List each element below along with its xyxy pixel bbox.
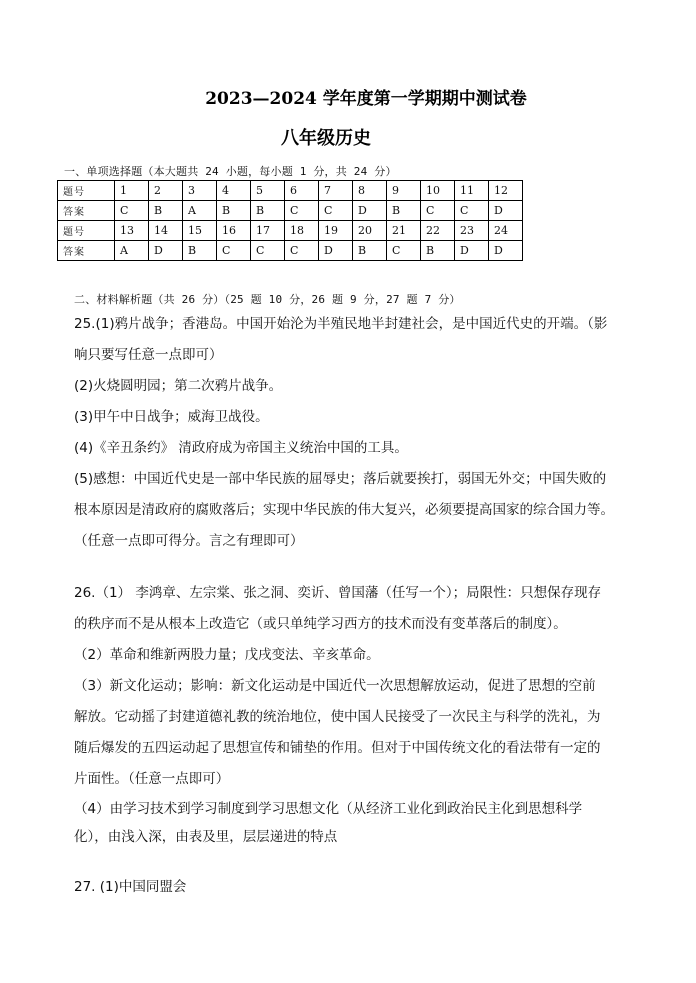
table-cell: C bbox=[285, 241, 319, 261]
table-cell: 10 bbox=[421, 181, 455, 201]
table-cell: C bbox=[319, 201, 353, 221]
answer-line: （4）由学习技术到学习制度到学习思想文化（从经济工业化到政治民主化到思想科学 bbox=[74, 801, 583, 817]
answer-line: (3)甲午中日战争；威海卫战役。 bbox=[74, 409, 269, 425]
table-cell: 9 bbox=[387, 181, 421, 201]
table-cell: B bbox=[353, 241, 387, 261]
question-27-answer bbox=[74, 872, 664, 903]
table-cell: 14 bbox=[149, 221, 183, 241]
table-cell: C bbox=[115, 201, 149, 221]
answer-line: 随后爆发的五四运动起了思想宣传和铺垫的作用。但对于中国传统文化的看法带有一定的 bbox=[74, 740, 601, 756]
table-cell: 7 bbox=[319, 181, 353, 201]
table-cell: C bbox=[455, 201, 489, 221]
exam-subtitle: 八年级历史 bbox=[281, 128, 371, 149]
table-cell: 3 bbox=[183, 181, 217, 201]
table-cell: 11 bbox=[455, 181, 489, 201]
table-cell: D bbox=[455, 241, 489, 261]
table-cell: 13 bbox=[115, 221, 149, 241]
table-cell: C bbox=[387, 241, 421, 261]
answer-line: 响只要写任意一点即可） bbox=[74, 347, 223, 363]
answer-line: 片面性。（任意一点即可） bbox=[74, 771, 230, 787]
exam-title: 2023—2024 学年度第一学期期中测试卷 bbox=[205, 89, 527, 109]
table-cell: 15 bbox=[183, 221, 217, 241]
section2-heading: 二、材料解析题（共 26 分）（25 题 10 分，26 题 9 分，27 题 7 分） bbox=[74, 293, 461, 306]
table-cell: 22 bbox=[421, 221, 455, 241]
table-cell: 18 bbox=[285, 221, 319, 241]
table-cell: 2 bbox=[149, 181, 183, 201]
table-cell: 21 bbox=[387, 221, 421, 241]
answer-line: （2）革命和维新两股力量；戊戌变法、辛亥革命。 bbox=[74, 647, 380, 663]
table-cell: 5 bbox=[251, 181, 285, 201]
question-26-answer bbox=[74, 578, 664, 851]
table-cell: D bbox=[353, 201, 387, 221]
table-cell: D bbox=[489, 201, 523, 221]
row-label: 题号 bbox=[58, 221, 115, 241]
section1-heading: 一、单项选择题（本大题共 24 小题，每小题 1 分，共 24 分） bbox=[64, 165, 397, 178]
answer-line: 27. (1)中国同盟会 bbox=[74, 879, 187, 895]
table-row bbox=[58, 181, 523, 201]
row-label: 题号 bbox=[58, 181, 115, 201]
table-cell: C bbox=[421, 201, 455, 221]
table-cell: 24 bbox=[489, 221, 523, 241]
table-cell: A bbox=[183, 201, 217, 221]
table-row bbox=[58, 201, 523, 221]
table-cell: 19 bbox=[319, 221, 353, 241]
table-cell: B bbox=[387, 201, 421, 221]
table-cell: C bbox=[285, 201, 319, 221]
answer-line: 根本原因是清政府的腐败落后；实现中华民族的伟大复兴，必须要提高国家的综合国力等。 bbox=[74, 502, 614, 518]
table-cell: A bbox=[115, 241, 149, 261]
answer-line: (5)感想：中国近代史是一部中华民族的屈辱史；落后就要挨打，弱国无外交；中国失败的 bbox=[74, 471, 607, 487]
answer-line: (4)《辛丑条约》 清政府成为帝国主义统治中国的工具。 bbox=[74, 440, 408, 456]
answer-line: 化），由浅入深，由表及里，层层递进的特点 bbox=[74, 829, 338, 845]
question-25-answer bbox=[74, 309, 664, 557]
table-cell: 20 bbox=[353, 221, 387, 241]
row-label: 答案 bbox=[58, 201, 115, 221]
table-cell: 1 bbox=[115, 181, 149, 201]
table-cell: 12 bbox=[489, 181, 523, 201]
table-cell: 4 bbox=[217, 181, 251, 201]
table-cell: 23 bbox=[455, 221, 489, 241]
row-label: 答案 bbox=[58, 241, 115, 261]
table-cell: B bbox=[217, 201, 251, 221]
table-cell: 6 bbox=[285, 181, 319, 201]
table-cell: C bbox=[217, 241, 251, 261]
table-row bbox=[58, 241, 523, 261]
answer-line: 的秩序而不是从根本上改造它（或只单纯学习西方的技术而没有变革落后的制度）。 bbox=[74, 616, 567, 632]
answer-table bbox=[57, 180, 523, 261]
table-cell: D bbox=[149, 241, 183, 261]
table-cell: B bbox=[149, 201, 183, 221]
table-cell: C bbox=[251, 241, 285, 261]
answer-line: 26.（1） 李鸿章、左宗棠、张之洞、奕䜣、曾国藩（任写一个）；局限性：只想保存现存 bbox=[74, 585, 602, 601]
answer-line: 25.(1)鸦片战争；香港岛。中国开始沦为半殖民地半封建社会，是中国近代史的开端。（影 bbox=[74, 316, 608, 332]
table-row bbox=[58, 221, 523, 241]
table-cell: B bbox=[421, 241, 455, 261]
answer-line: （3）新文化运动；影响：新文化运动是中国近代一次思想解放运动，促进了思想的空前 bbox=[74, 678, 596, 694]
table-cell: D bbox=[319, 241, 353, 261]
table-cell: 16 bbox=[217, 221, 251, 241]
table-cell: B bbox=[251, 201, 285, 221]
table-cell: D bbox=[489, 241, 523, 261]
answer-line: (2)火烧圆明园；第二次鸦片战争。 bbox=[74, 378, 283, 394]
table-cell: 17 bbox=[251, 221, 285, 241]
answer-line: （任意一点即可得分。言之有理即可） bbox=[74, 533, 304, 549]
answer-line: 解放。它动摇了封建道德礼教的统治地位，使中国人民接受了一次民主与科学的洗礼，为 bbox=[74, 709, 601, 725]
table-cell: 8 bbox=[353, 181, 387, 201]
table-cell: B bbox=[183, 241, 217, 261]
